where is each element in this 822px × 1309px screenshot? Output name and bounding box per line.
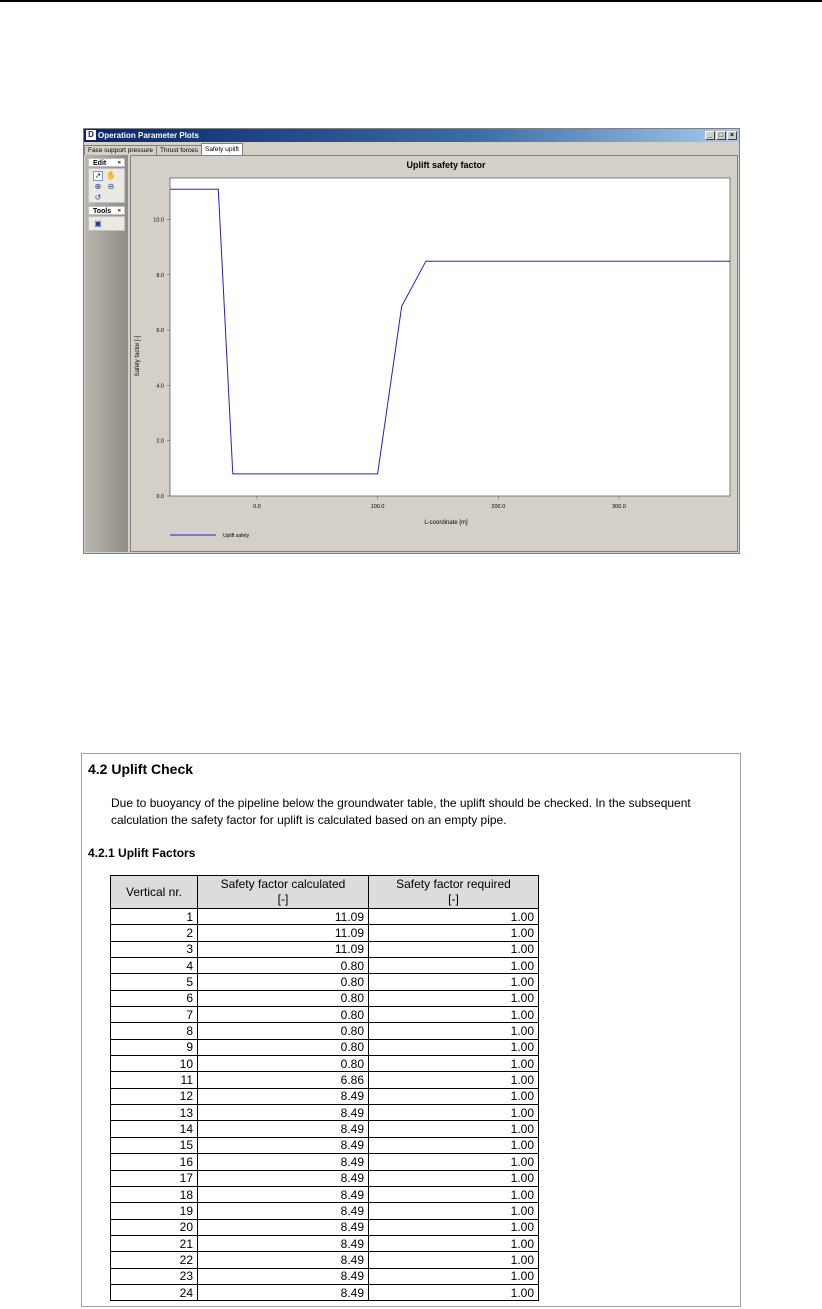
cell-safety-required: 1.00 — [369, 1105, 539, 1121]
cell-safety-required: 1.00 — [369, 1039, 539, 1055]
edit-panel-label: Edit — [93, 160, 107, 167]
table-row — [111, 1203, 539, 1219]
y-axis-label: Safety factor [-] — [135, 335, 141, 377]
table-row — [111, 974, 539, 990]
cell-safety-calculated: 11.09 — [198, 941, 369, 957]
cell-safety-required: 1.00 — [369, 1056, 539, 1072]
table-row — [111, 1007, 539, 1023]
report-section — [81, 753, 741, 1307]
collapse-chevron-icon[interactable]: « — [117, 208, 121, 214]
section-paragraph: Due to buoyancy of the pipeline below the groundwater table, the uplift should be checked. In the subsequent calculation the safety factor for uplift is calculated based on an empty pipe. — [111, 796, 691, 827]
cell-safety-calculated: 8.49 — [198, 1088, 369, 1104]
cell-safety-required: 1.00 — [369, 1007, 539, 1023]
export-image-icon[interactable]: ▣ — [94, 219, 102, 228]
cell-safety-required: 1.00 — [369, 990, 539, 1006]
zoom-in-icon[interactable]: ⊕ — [94, 182, 102, 191]
cell-safety-calculated: 8.49 — [198, 1268, 369, 1284]
table-row — [111, 1039, 539, 1055]
cell-safety-calculated: 8.49 — [198, 1154, 369, 1170]
cell-safety-required: 1.00 — [369, 1121, 539, 1137]
window-titlebar[interactable] — [84, 129, 739, 142]
chart-area — [130, 155, 738, 552]
cell-safety-required: 1.00 — [369, 1154, 539, 1170]
operation-parameter-plots-window — [83, 128, 740, 554]
tool-sidebar — [85, 155, 128, 552]
tab-safety-uplift[interactable]: Safety uplift — [201, 143, 243, 155]
cell-vertical-nr: 9 — [111, 1039, 198, 1055]
table-row — [111, 1252, 539, 1268]
y-tick-label: 4.0 — [156, 383, 164, 390]
table-row — [111, 1284, 539, 1300]
cell-safety-calculated: 0.80 — [198, 1023, 369, 1039]
maximize-button[interactable]: □ — [716, 131, 726, 140]
cell-safety-required: 1.00 — [369, 925, 539, 941]
cell-vertical-nr: 4 — [111, 958, 198, 974]
x-tick-label: 0.0 — [253, 504, 261, 510]
cell-safety-required: 1.00 — [369, 1203, 539, 1219]
cell-vertical-nr: 12 — [111, 1088, 198, 1104]
app-logo-icon: D — [86, 130, 96, 140]
section-title: 4.2 Uplift Check — [88, 761, 194, 777]
x-tick-label: 200.0 — [491, 504, 506, 510]
header-safety-factor-calculated — [198, 876, 369, 909]
cell-safety-calculated: 8.49 — [198, 1219, 369, 1235]
cell-vertical-nr: 21 — [111, 1235, 198, 1251]
cell-safety-required: 1.00 — [369, 941, 539, 957]
header-line: Safety factor calculated — [220, 877, 346, 891]
cell-safety-calculated: 8.49 — [198, 1235, 369, 1251]
table-row — [111, 941, 539, 957]
x-tick-label: 100.0 — [370, 504, 385, 510]
cell-safety-calculated: 0.80 — [198, 1056, 369, 1072]
cell-vertical-nr: 6 — [111, 990, 198, 1006]
cell-vertical-nr: 15 — [111, 1137, 198, 1153]
cell-safety-calculated: 11.09 — [198, 925, 369, 941]
cell-vertical-nr: 8 — [111, 1023, 198, 1039]
cell-safety-required: 1.00 — [369, 1023, 539, 1039]
cell-safety-calculated: 8.49 — [198, 1121, 369, 1137]
cell-safety-required: 1.00 — [369, 1137, 539, 1153]
header-unit: [-] — [277, 892, 289, 906]
tools-panel-label: Tools — [93, 208, 112, 215]
cell-vertical-nr: 24 — [111, 1284, 198, 1300]
cell-safety-calculated: 8.49 — [198, 1105, 369, 1121]
cell-vertical-nr: 18 — [111, 1186, 198, 1202]
cell-vertical-nr: 5 — [111, 974, 198, 990]
header-line: Vertical nr. — [125, 884, 183, 899]
table-row — [111, 1268, 539, 1284]
cell-safety-required: 1.00 — [369, 1268, 539, 1284]
window-title: Operation Parameter Plots — [98, 131, 199, 140]
table-row — [111, 1137, 539, 1153]
table-row — [111, 1105, 539, 1121]
y-tick-label: 6.0 — [156, 328, 164, 335]
cell-vertical-nr: 7 — [111, 1007, 198, 1023]
x-tick-label: 300.0 — [612, 504, 626, 510]
header-unit: [-] — [448, 892, 459, 906]
table-row — [111, 1056, 539, 1072]
cell-safety-required: 1.00 — [369, 1219, 539, 1235]
cell-vertical-nr: 14 — [111, 1121, 198, 1137]
cell-vertical-nr: 10 — [111, 1056, 198, 1072]
cell-vertical-nr: 16 — [111, 1154, 198, 1170]
close-button[interactable]: × — [727, 131, 737, 140]
table-row — [111, 1154, 539, 1170]
table-row — [111, 1235, 539, 1251]
cell-vertical-nr: 2 — [111, 925, 198, 941]
zoom-out-icon[interactable]: ⊖ — [107, 182, 115, 191]
plot-area — [170, 178, 730, 496]
cell-safety-calculated: 0.80 — [198, 958, 369, 974]
collapse-chevron-icon[interactable]: « — [117, 160, 121, 166]
tab-strip — [84, 143, 739, 155]
table-row — [111, 1186, 539, 1202]
cell-safety-required: 1.00 — [369, 1252, 539, 1268]
minimize-button[interactable]: _ — [705, 131, 715, 140]
select-arrow-icon[interactable]: ➚ — [94, 171, 102, 180]
table-row — [111, 1170, 539, 1186]
cell-safety-required: 1.00 — [369, 1088, 539, 1104]
cell-safety-calculated: 8.49 — [198, 1284, 369, 1300]
y-tick-label: 10.0 — [153, 217, 164, 224]
tools-panel — [88, 216, 125, 231]
cell-safety-required: 1.00 — [369, 1170, 539, 1186]
cell-safety-calculated: 6.86 — [198, 1072, 369, 1088]
table-row — [111, 1072, 539, 1088]
x-axis-label: L-coordinate [m] — [424, 520, 468, 526]
cell-vertical-nr: 11 — [111, 1072, 198, 1088]
edit-panel — [88, 168, 125, 203]
cell-safety-calculated: 8.49 — [198, 1186, 369, 1202]
table-row — [111, 1219, 539, 1235]
table-row — [111, 1023, 539, 1039]
legend-label: Uplift safety — [223, 533, 250, 539]
cell-safety-calculated: 0.80 — [198, 1007, 369, 1023]
cell-safety-required: 1.00 — [369, 958, 539, 974]
cell-vertical-nr: 1 — [111, 909, 198, 925]
cell-safety-calculated: 0.80 — [198, 990, 369, 1006]
cell-safety-required: 1.00 — [369, 1072, 539, 1088]
cell-safety-calculated: 8.49 — [198, 1252, 369, 1268]
table-row — [111, 990, 539, 1006]
tab-thrust-forces[interactable]: Thrust forces — [156, 145, 202, 155]
cell-vertical-nr: 22 — [111, 1252, 198, 1268]
table-row — [111, 909, 539, 925]
cell-vertical-nr: 19 — [111, 1203, 198, 1219]
cell-vertical-nr: 20 — [111, 1219, 198, 1235]
cell-safety-calculated: 8.49 — [198, 1203, 369, 1219]
table-row — [111, 1121, 539, 1137]
page-top-rule — [0, 0, 822, 2]
y-tick-label: 2.0 — [156, 438, 164, 445]
cell-vertical-nr: 3 — [111, 941, 198, 957]
cell-safety-required: 1.00 — [369, 1186, 539, 1202]
cell-safety-calculated: 0.80 — [198, 1039, 369, 1055]
table-row — [111, 925, 539, 941]
table-row — [111, 1088, 539, 1104]
edit-panel-header[interactable] — [88, 158, 125, 167]
tools-panel-header[interactable] — [88, 206, 125, 215]
y-tick-label: 0.0 — [156, 494, 164, 500]
header-vertical-nr — [111, 876, 198, 909]
cell-safety-calculated: 0.80 — [198, 974, 369, 990]
header-safety-factor-required — [369, 876, 539, 909]
zoom-reset-icon[interactable]: ↺ — [94, 193, 102, 202]
cell-safety-required: 1.00 — [369, 909, 539, 925]
cell-safety-calculated: 8.49 — [198, 1170, 369, 1186]
cell-safety-calculated: 8.49 — [198, 1137, 369, 1153]
cell-safety-required: 1.00 — [369, 1235, 539, 1251]
cell-vertical-nr: 13 — [111, 1105, 198, 1121]
uplift-factors-table — [110, 875, 539, 1301]
cell-vertical-nr: 17 — [111, 1170, 198, 1186]
tab-face-support-pressure[interactable]: Face support pressure — [84, 145, 157, 155]
cell-vertical-nr: 23 — [111, 1268, 198, 1284]
cell-safety-required: 1.00 — [369, 974, 539, 990]
cell-safety-calculated: 11.09 — [198, 909, 369, 925]
header-line: Safety factor required — [396, 877, 511, 891]
table-row — [111, 958, 539, 974]
pan-hand-icon[interactable]: ✋ — [106, 171, 116, 180]
cell-safety-required: 1.00 — [369, 1284, 539, 1300]
uplift-safety-chart[interactable] — [131, 156, 739, 553]
chart-title: Uplift safety factor — [406, 160, 486, 170]
subsection-title: 4.2.1 Uplift Factors — [88, 846, 196, 860]
y-tick-label: 8.0 — [156, 272, 164, 279]
table-header-row — [111, 876, 539, 909]
